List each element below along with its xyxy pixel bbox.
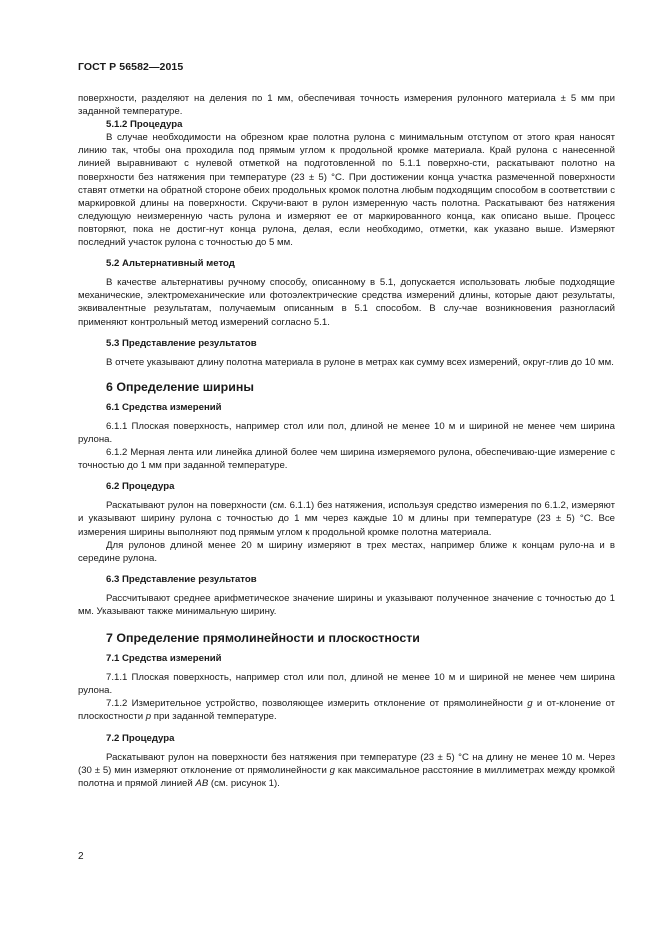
heading-6-2: 6.2 Процедура xyxy=(106,481,175,493)
heading-6-1: 6.1 Средства измерений xyxy=(106,401,222,413)
paragraph-5-2: В качестве альтернативы ручному способу, описанному в 5.1, допускается использовать любые подходящие механические, электромеханические или фотоэлектрические средства измерений длины, которые дают результаты, эквивалентные результатам, получаемым описанным в 5.1 способом. В слу-чае возникновения разногласий применяют контрольный метод измерений согласно 5.1. xyxy=(78,277,615,328)
heading-section-7: 7 Определение прямолинейности и плоскостности xyxy=(106,631,420,646)
heading-7-2: 7.2 Процедура xyxy=(106,732,175,744)
heading-section-6: 6 Определение ширины xyxy=(106,379,254,394)
page-number: 2 xyxy=(78,851,84,862)
heading-5-3: 5.3 Представление результатов xyxy=(106,337,257,349)
paragraph-6-2-a: Раскатывают рулон на поверхности (см. 6.1.1) без натяжения, используя средство измерения по 6.1.2, измеряют и указывают ширину рулона с точностью до 1 мм через каждые 10 м длины при температуре (23 ± 5) °С. Все измерения ширины выполняют под прямым углом к продольной кромке полотна материала. xyxy=(78,500,615,538)
symbol-ab: AB xyxy=(195,777,209,789)
paragraph-intro: поверхности, разделяют на деления по 1 мм, обеспечивая точность измерения рулонного материала ± 5 мм при заданной температуре. xyxy=(78,93,615,118)
paragraph-7-1-2 xyxy=(78,697,615,723)
text-run: Раскатывают рулон на поверхности без натяжения при температуре (23 ± 5) °С на длину не менее 10 м. Через (30 ± 5) мин измеряют отклонение от прямолинейности xyxy=(78,751,615,776)
paragraph-5-1-2: В случае необходимости на обрезном крае полотна рулона с минимальным отступом от этого края наносят линию так, чтобы она проходила под прямым углом к продольной кромке материала. Край рулона с нанесенной линией выравнивают с нулевой отметкой на подготовленной по 5.1.1 поверхно-сти, раскатывают полотно на поверхности без натяжения при температуре (23 ± 5) °С. При достижении конца участка размеченной поверхности ставят отметки на обратной стороне обеих продольных кромок полотна любым подходящим способом в соответствии с маркировкой длины на поверхности. Скручи-вают в рулон измеренную часть полотна. Раскатывают без натяжения следующую неизмеренную часть рулона и измеряют ее от маркированного конца, как описано выше. Процесс повторяют, пока не достиг-нут конца рулона, делая, если необходимо, отметки, как указано выше. Измеряют последний участок рулона с точностью до 5 мм. xyxy=(78,132,615,249)
paragraph-7-1-1: 7.1.1 Плоская поверхность, например стол или пол, длиной не менее 10 м и шириной не менее чем ширина рулона. xyxy=(78,672,615,697)
paragraph-6-1-1: 6.1.1 Плоская поверхность, например стол или пол, длиной не менее 10 м и шириной не менее чем ширина рулона. xyxy=(78,420,615,445)
text-run: как максимальное расстояние в миллиметрах между кромкой полотна и прямой линией xyxy=(78,764,616,789)
heading-5-2: 5.2 Альтернативный метод xyxy=(106,258,235,270)
paragraph-6-2-b: Для рулонов длиной менее 20 м ширину измеряют в трех местах, например ближе к концам руло-на и в середине рулона. xyxy=(78,539,615,564)
text-run: и от-клонение от плоскостности xyxy=(78,698,615,723)
standard-header: ГОСТ Р 56582—2015 xyxy=(78,61,184,73)
text-run: при заданной температуре. xyxy=(153,711,277,723)
document-body xyxy=(78,92,615,790)
heading-6-3: 6.3 Представление результатов xyxy=(106,573,257,585)
paragraph-6-3: Рассчитывают среднее арифметическое значение ширины и указывают полученное значение с точностью до 1 мм. Указывают также минимальную ширину. xyxy=(78,592,615,617)
symbol-p: p xyxy=(145,711,152,723)
heading-5-1-2: 5.1.2 Процедура xyxy=(106,119,183,131)
symbol-g: g xyxy=(527,698,533,710)
text-run: (см. рисунок 1). xyxy=(210,777,280,789)
text-run: 7.1.2 Измерительное устройство, позволяющее измерить отклонение от прямолинейности xyxy=(106,698,523,710)
paragraph-7-2 xyxy=(78,751,615,790)
heading-7-1: 7.1 Средства измерений xyxy=(106,653,222,665)
paragraph-6-1-2: 6.1.2 Мерная лента или линейка длиной более чем ширина измеряемого рулона, обеспечиваю-щие измерение с точностью до 1 мм при заданной температуре. xyxy=(78,447,615,472)
symbol-g: g xyxy=(329,764,336,776)
paragraph-5-3: В отчете указывают длину полотна материала в рулоне в метрах как сумму всех измерений, округ-глив до 10 мм. xyxy=(106,356,614,368)
